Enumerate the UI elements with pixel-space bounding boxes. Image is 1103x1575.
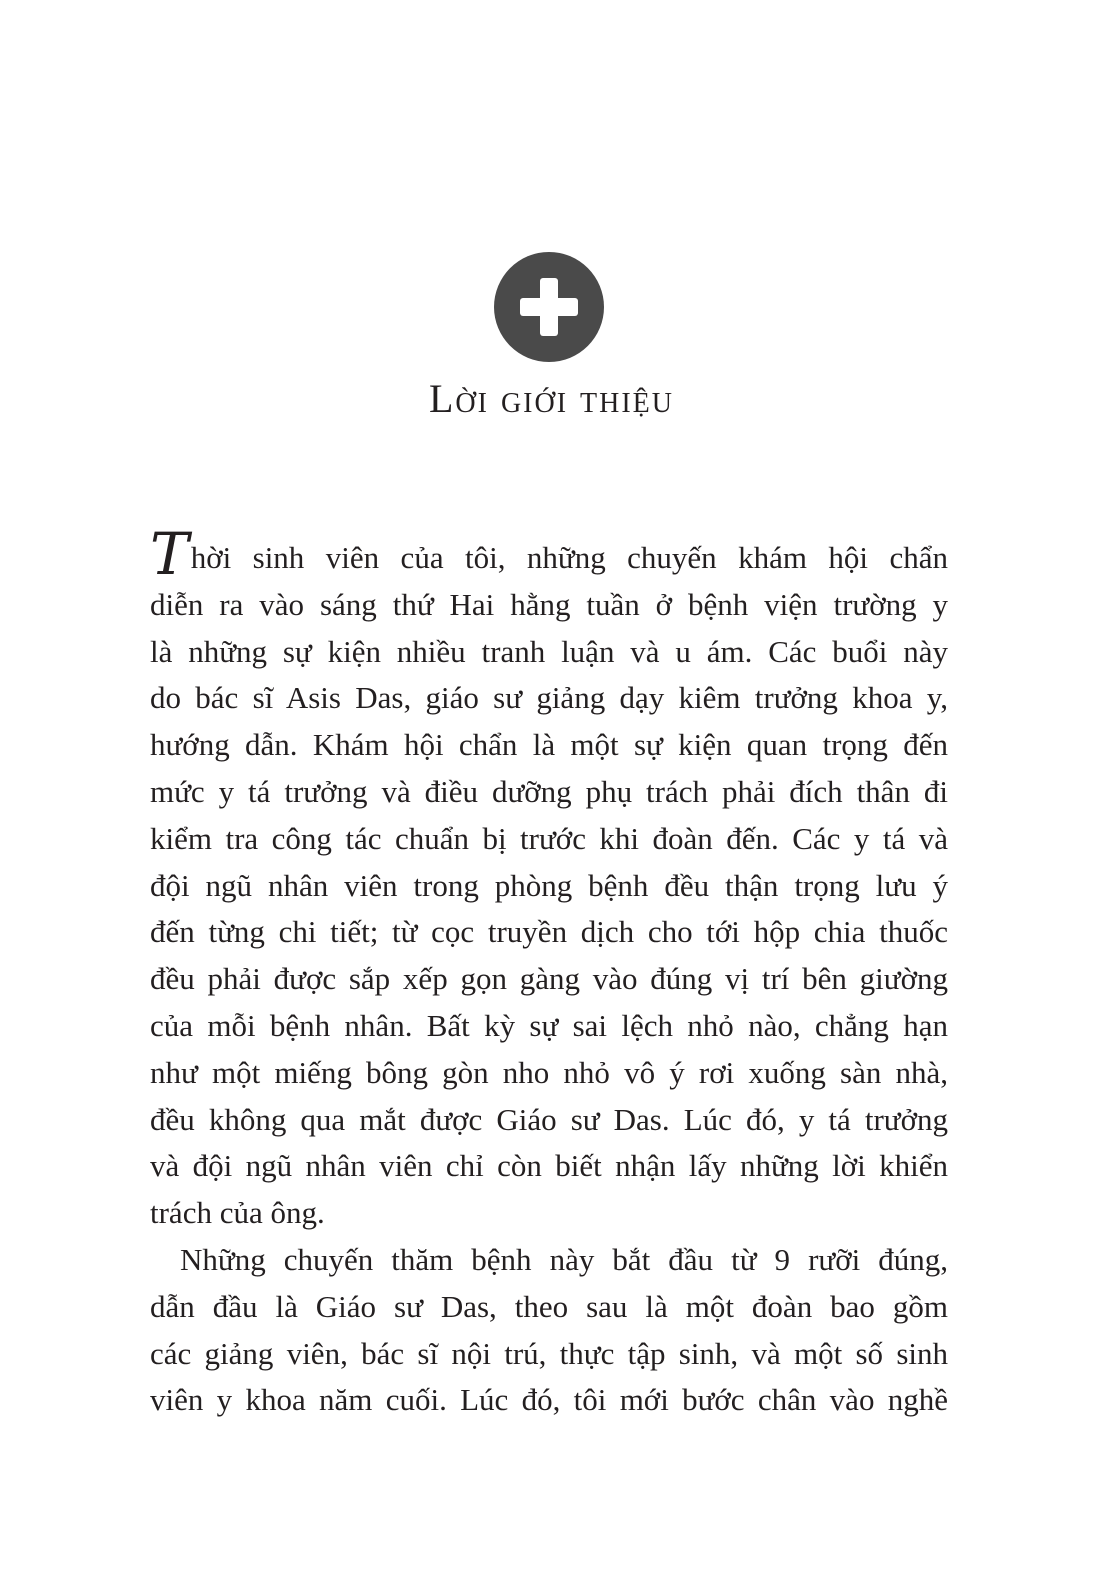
chapter-title: Lời giới thiệu (428, 376, 675, 421)
text-line: và đội ngũ nhân viên chỉ còn biết nhận lấy những lời khiển (150, 1148, 948, 1184)
plus-cross-icon (494, 252, 604, 362)
text-line: dẫn đầu là Giáo sư Das, theo sau là một đoàn bao gồm (150, 1288, 948, 1324)
text-line: của mỗi bệnh nhân. Bất kỳ sự sai lệch nhỏ nào, chẳng hạn (150, 1007, 948, 1043)
text-line: diễn ra vào sáng thứ Hai hằng tuần ở bệnh viện trường y (150, 586, 948, 622)
text-line: kiểm tra công tác chuẩn bị trước khi đoàn đến. Các y tá và (150, 820, 948, 856)
text-line: đến từng chi tiết; từ cọc truyền dịch cho tới hộp chia thuốc (150, 914, 948, 950)
drop-cap: T (150, 520, 189, 588)
text-line: như một miếng bông gòn nho nhỏ vô ý rơi xuống sàn nhà, (150, 1054, 948, 1090)
body-text (150, 520, 948, 1424)
text-line: viên y khoa năm cuối. Lúc đó, tôi mới bước chân vào nghề (150, 1382, 948, 1418)
text-line: mức y tá trưởng và điều dưỡng phụ trách phải đích thân đi (150, 773, 948, 809)
text-line: là những sự kiện nhiều tranh luận và u ám. Các buổi này (150, 633, 948, 669)
text-line: đội ngũ nhân viên trong phòng bệnh đều thận trọng lưu ý (150, 867, 948, 903)
text-line: hướng dẫn. Khám hội chẩn là một sự kiện quan trọng đến (150, 727, 948, 763)
text-line: đều phải được sắp xếp gọn gàng vào đúng vị trí bên giường (150, 961, 948, 997)
text-line: trách của ông. (150, 1195, 325, 1231)
text-line: các giảng viên, bác sĩ nội trú, thực tập sinh, và một số sinh (150, 1335, 948, 1371)
text-line: đều không qua mắt được Giáo sư Das. Lúc đó, y tá trưởng (150, 1101, 948, 1137)
chapter-emblem (494, 252, 604, 362)
text-line: do bác sĩ Asis Das, giáo sư giảng dạy kiêm trưởng khoa y, (150, 680, 948, 716)
text-line: Thời sinh viên của tôi, những chuyến khám hội chẩn (150, 520, 948, 588)
text-line: Những chuyến thăm bệnh này bắt đầu từ 9 rưỡi đúng, (180, 1241, 948, 1277)
